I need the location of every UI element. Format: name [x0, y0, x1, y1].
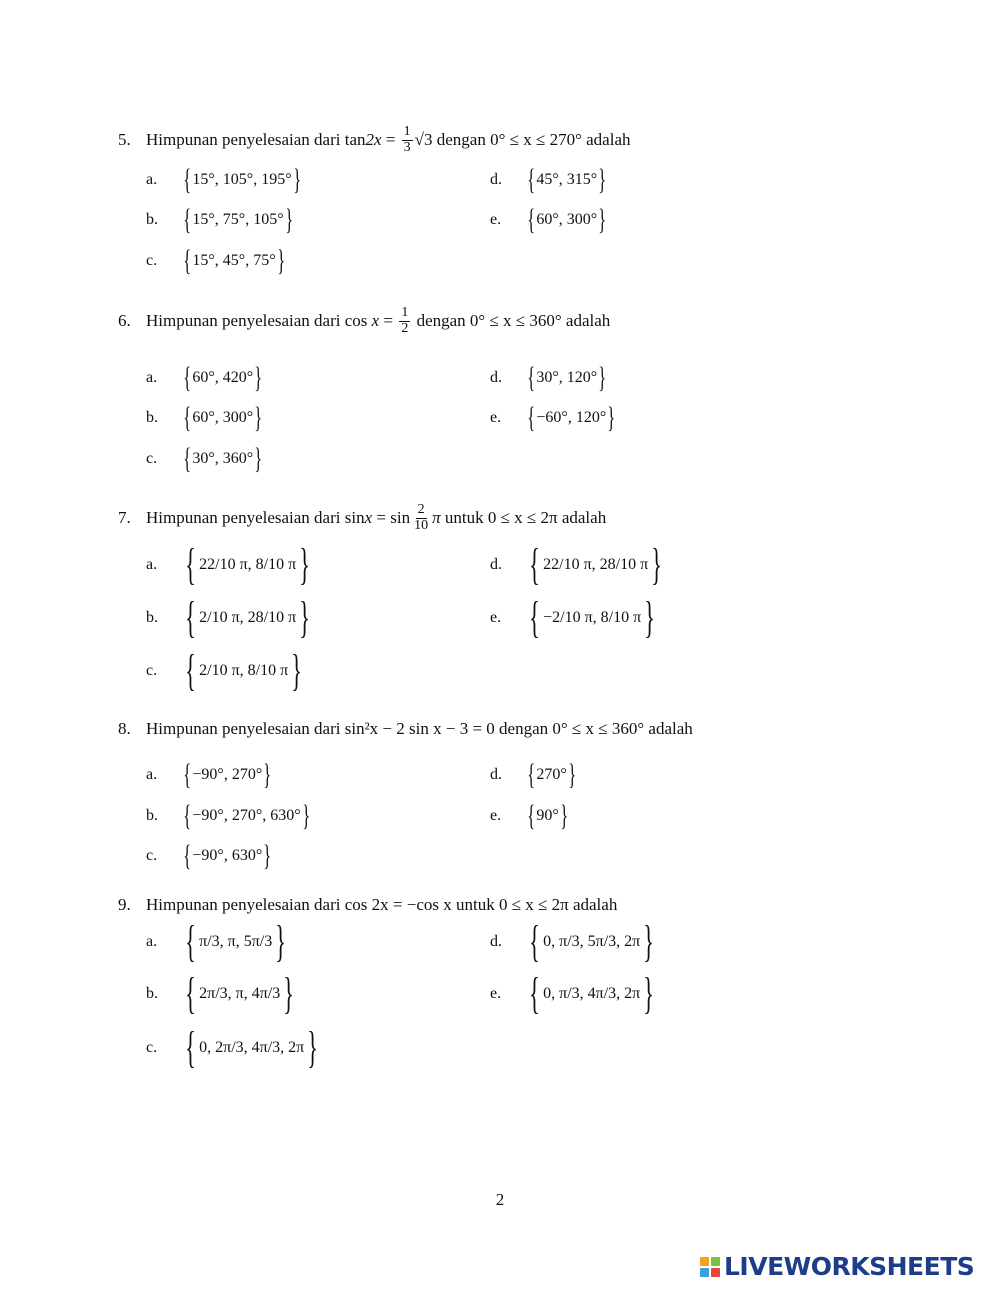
stem-suffix: adalah — [648, 719, 693, 738]
option-6b[interactable]: b. { 60°, 300° } — [146, 401, 263, 434]
option-value: 90° — [536, 807, 559, 824]
option-value: 30°, 360° — [192, 450, 254, 467]
option-9a[interactable]: a. { π/3, π, 5π/3 } — [146, 917, 287, 966]
option-letter: b. — [146, 211, 158, 228]
option-letter: d. — [490, 556, 502, 573]
option-letter: c. — [146, 450, 158, 467]
option-letter: b. — [146, 807, 158, 824]
option-value: −90°, 270° — [192, 766, 263, 783]
option-6d[interactable]: d. { 30°, 120° } — [490, 361, 607, 394]
option-value: 2/10 π, 8/10 π — [199, 662, 289, 679]
logo-square-1 — [700, 1257, 709, 1266]
option-letter: d. — [490, 171, 502, 188]
option-letter: d. — [490, 369, 502, 386]
option-9d[interactable]: d. { 0, π/3, 5π/3, 2π } — [490, 917, 655, 966]
option-letter: d. — [490, 766, 502, 783]
option-7e[interactable]: e. { −2/10 π, 8/10 π } — [490, 593, 656, 642]
option-value: 15°, 75°, 105° — [192, 211, 284, 228]
stem-math: sin²x − 2 sin x − 3 = 0 — [344, 719, 495, 738]
option-9c[interactable]: c. { 0, 2π/3, 4π/3, 2π } — [146, 1023, 319, 1072]
option-5d[interactable]: d. { 45°, 315° } — [490, 163, 607, 196]
option-6c[interactable]: c. { 30°, 360° } — [146, 442, 263, 475]
option-5a[interactable]: a. { 15°, 105°, 195° } — [146, 163, 301, 196]
option-7d[interactable]: d. { 22/10 π, 28/10 π } — [490, 540, 663, 589]
question-stem — [118, 122, 630, 158]
logo-square-4 — [711, 1268, 720, 1277]
option-letter: e. — [490, 985, 502, 1002]
option-value: 30°, 120° — [536, 369, 598, 386]
option-8a[interactable]: a. { −90°, 270° } — [146, 758, 272, 791]
stem-math: cos x = $\frac{1}{2}$ — [344, 304, 409, 336]
option-5b[interactable]: b. { 15°, 75°, 105° } — [146, 203, 293, 236]
stem-middle: untuk 0 ≤ x ≤ 2π — [444, 508, 558, 527]
question-stem — [118, 500, 606, 536]
option-8c[interactable]: c. { −90°, 630° } — [146, 839, 272, 872]
option-7a[interactable]: a. { 22/10 π, 8/10 π } — [146, 540, 311, 589]
option-value: 22/10 π, 8/10 π — [199, 556, 297, 573]
stem-prefix: Himpunan penyelesaian dari — [146, 895, 341, 914]
question-number: 9. — [118, 895, 131, 914]
stem-math: sin x = sin $\frac{2}{10}$ π — [344, 501, 441, 533]
question-stem — [118, 303, 610, 339]
option-value: −90°, 270°, 630° — [192, 807, 301, 824]
option-value: 270° — [536, 766, 567, 783]
stem-middle: dengan 0° ≤ x ≤ 270° — [436, 130, 582, 149]
option-value: 60°, 420° — [192, 369, 254, 386]
stem-suffix: adalah — [565, 311, 611, 330]
question-number: 6. — [118, 311, 131, 330]
stem-middle: untuk 0 ≤ x ≤ 2π — [456, 895, 569, 914]
page-number: 2 — [495, 1190, 505, 1209]
logo-grid-icon — [700, 1257, 720, 1277]
option-letter: c. — [146, 1039, 158, 1056]
stem-math: cos 2x = −cos x — [344, 895, 452, 914]
option-value: 45°, 315° — [536, 171, 598, 188]
option-value: 60°, 300° — [192, 409, 254, 426]
option-letter: a. — [146, 171, 158, 188]
option-letter: b. — [146, 609, 158, 626]
option-letter: e. — [490, 409, 502, 426]
question-number: 8. — [118, 719, 131, 738]
stem-prefix: Himpunan penyelesaian dari — [146, 130, 341, 149]
option-7c[interactable]: c. { 2/10 π, 8/10 π } — [146, 646, 303, 695]
option-value: 2/10 π, 28/10 π — [199, 609, 297, 626]
option-8b[interactable]: b. { −90°, 270°, 630° } — [146, 799, 310, 832]
question-stem — [118, 711, 693, 747]
option-value: 15°, 45°, 75° — [192, 252, 276, 269]
option-letter: b. — [146, 409, 158, 426]
option-6e[interactable]: e. { −60°, 120° } — [490, 401, 616, 434]
option-value: π/3, π, 5π/3 — [199, 933, 273, 950]
option-value: −60°, 120° — [536, 409, 607, 426]
brand-name: LIVEWORKSHEETS — [724, 1252, 975, 1281]
option-value: −2/10 π, 8/10 π — [543, 609, 642, 626]
option-letter: d. — [490, 933, 502, 950]
option-8d[interactable]: d. { 270° } — [490, 758, 576, 791]
option-value: 15°, 105°, 195° — [192, 171, 292, 188]
stem-suffix: adalah — [572, 895, 618, 914]
option-letter: a. — [146, 933, 158, 950]
option-letter: a. — [146, 556, 158, 573]
option-value: 0, 2π/3, 4π/3, 2π — [199, 1039, 305, 1056]
option-value: 0, π/3, 4π/3, 2π — [543, 985, 641, 1002]
option-letter: a. — [146, 369, 158, 386]
stem-suffix: adalah — [561, 508, 607, 527]
option-value: 22/10 π, 28/10 π — [543, 556, 649, 573]
option-letter: e. — [490, 609, 502, 626]
stem-middle: dengan 0° ≤ x ≤ 360° — [416, 311, 562, 330]
option-9e[interactable]: e. { 0, π/3, 4π/3, 2π } — [490, 969, 655, 1018]
option-8e[interactable]: e. { 90° } — [490, 799, 568, 832]
question-number: 7. — [118, 508, 131, 527]
option-letter: a. — [146, 766, 158, 783]
option-letter: c. — [146, 662, 158, 679]
option-value: −90°, 630° — [192, 847, 263, 864]
option-letter: c. — [146, 847, 158, 864]
logo-square-2 — [711, 1257, 720, 1266]
stem-math: tan 2x = $\frac{1}{3}$ √3 — [344, 123, 433, 155]
option-9b[interactable]: b. { 2π/3, π, 4π/3 } — [146, 969, 295, 1018]
stem-prefix: Himpunan penyelesaian dari — [146, 311, 341, 330]
option-value: 2π/3, π, 4π/3 — [199, 985, 281, 1002]
option-letter: b. — [146, 985, 158, 1002]
option-letter: e. — [490, 211, 502, 228]
option-7b[interactable]: b. { 2/10 π, 28/10 π } — [146, 593, 311, 642]
stem-prefix: Himpunan penyelesaian dari — [146, 508, 341, 527]
option-letter: c. — [146, 252, 158, 269]
stem-prefix: Himpunan penyelesaian dari — [146, 719, 341, 738]
option-6a[interactable]: a. { 60°, 420° } — [146, 361, 263, 394]
stem-middle: dengan 0° ≤ x ≤ 360° — [499, 719, 645, 738]
logo-square-3 — [700, 1268, 709, 1277]
option-5e[interactable]: e. { 60°, 300° } — [490, 203, 607, 236]
option-letter: e. — [490, 807, 502, 824]
liveworksheets-logo[interactable] — [700, 1252, 974, 1281]
option-value: 60°, 300° — [536, 211, 598, 228]
stem-suffix: adalah — [586, 130, 631, 149]
option-5c[interactable]: c. { 15°, 45°, 75° } — [146, 244, 285, 277]
question-number: 5. — [118, 130, 131, 149]
option-value: 0, π/3, 5π/3, 2π — [543, 933, 641, 950]
